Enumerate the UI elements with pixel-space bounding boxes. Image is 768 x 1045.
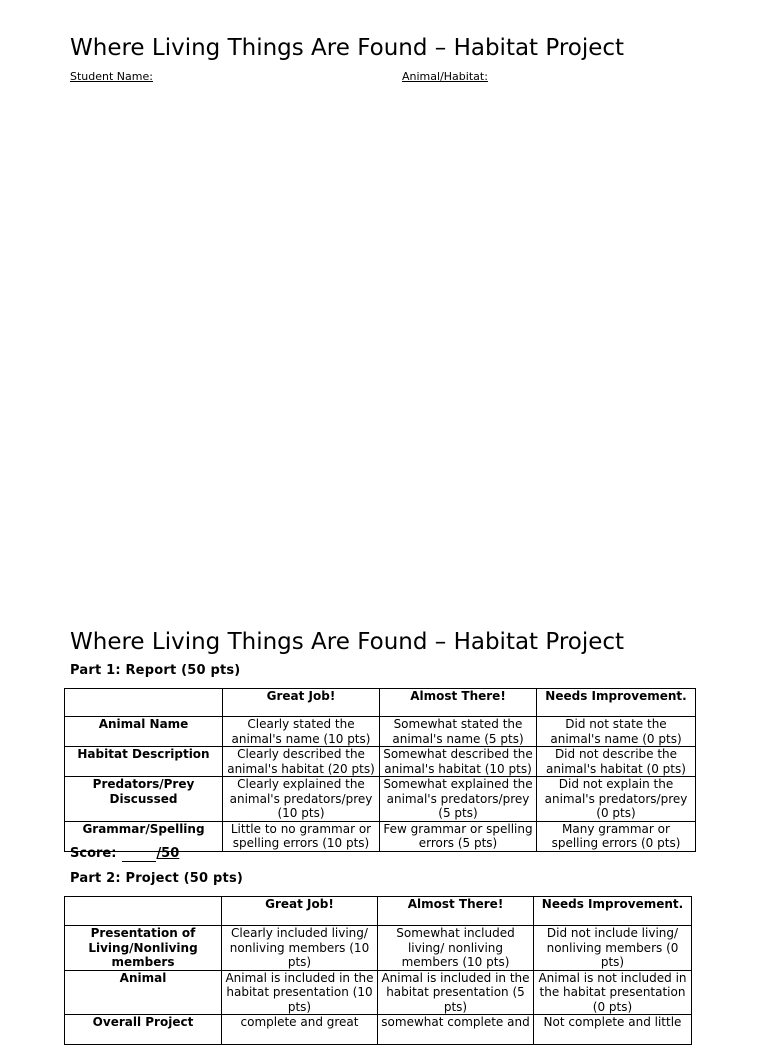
criterion-cell: Animal Name	[65, 717, 223, 747]
table-cell: Clearly included living/ nonliving members (10 pts)	[222, 926, 378, 971]
table-cell: Animal is included in the habitat presentation (10 pts)	[222, 970, 378, 1015]
header-cell: Great Job!	[222, 897, 378, 926]
table-row	[65, 926, 692, 971]
table-cell: complete and great	[222, 1015, 378, 1045]
page1-title: Where Living Things Are Found – Habitat Project	[70, 35, 625, 61]
header-cell: Great Job!	[223, 689, 380, 717]
table-header-row	[65, 897, 692, 926]
table-cell: Little to no grammar or spelling errors (10 pts)	[223, 821, 380, 851]
project-rubric-table	[64, 896, 692, 1045]
header-cell: Almost There!	[380, 689, 537, 717]
score-label: Score:	[70, 846, 117, 861]
criterion-cell: Overall Project	[65, 1015, 222, 1045]
page2-title: Where Living Things Are Found – Habitat Project	[70, 629, 625, 655]
table-cell: Somewhat stated the animal's name (5 pts)	[380, 717, 537, 747]
table-row	[65, 717, 696, 747]
criterion-cell: Animal	[65, 970, 222, 1015]
table-cell: Did not describe the animal's habitat (0 pts)	[537, 747, 696, 777]
table-cell: Did not include living/ nonliving members (0 pts)	[534, 926, 692, 971]
header-cell: Needs Improvement.	[534, 897, 692, 926]
table-cell: Did not state the animal's name (0 pts)	[537, 717, 696, 747]
table-row	[65, 970, 692, 1015]
report-rubric-table	[64, 688, 696, 852]
animal-habitat-field: Animal/Habitat:	[402, 70, 488, 83]
table-cell: somewhat complete and	[378, 1015, 534, 1045]
table-cell: Somewhat included living/ nonliving members (10 pts)	[378, 926, 534, 971]
table-row	[65, 747, 696, 777]
score-line	[70, 846, 179, 862]
criterion-cell: Habitat Description	[65, 747, 223, 777]
table-row	[65, 777, 696, 822]
table-cell: Clearly described the animal's habitat (20 pts)	[223, 747, 380, 777]
criterion-cell: Predators/Prey Discussed	[65, 777, 223, 822]
part2-heading: Part 2: Project (50 pts)	[70, 871, 244, 886]
table-cell: Somewhat explained the animal's predators/prey (5 pts)	[380, 777, 537, 822]
student-name-field: Student Name:	[70, 70, 153, 83]
table-cell: Animal is not included in the habitat presentation (0 pts)	[534, 970, 692, 1015]
part1-heading: Part 1: Report (50 pts)	[70, 663, 241, 678]
table-cell: Few grammar or spelling errors (5 pts)	[380, 821, 537, 851]
table-cell: Clearly stated the animal's name (10 pts)	[223, 717, 380, 747]
table-header-row	[65, 689, 696, 717]
header-cell	[65, 689, 223, 717]
table-cell: Animal is included in the habitat presentation (5 pts)	[378, 970, 534, 1015]
table-cell: Many grammar or spelling errors (0 pts)	[537, 821, 696, 851]
header-cell: Almost There!	[378, 897, 534, 926]
header-cell: Needs Improvement.	[537, 689, 696, 717]
table-cell: Not complete and little	[534, 1015, 692, 1045]
table-cell: Did not explain the animal's predators/prey (0 pts)	[537, 777, 696, 822]
header-cell	[65, 897, 222, 926]
criterion-cell: Presentation of Living/Nonliving members	[65, 926, 222, 971]
score-denominator: /50	[156, 846, 180, 861]
criterion-cell: Grammar/Spelling	[65, 821, 223, 851]
table-cell: Clearly explained the animal's predators/prey (10 pts)	[223, 777, 380, 822]
table-cell: Somewhat described the animal's habitat (10 pts)	[380, 747, 537, 777]
table-row	[65, 1015, 692, 1045]
score-blank	[122, 849, 156, 862]
